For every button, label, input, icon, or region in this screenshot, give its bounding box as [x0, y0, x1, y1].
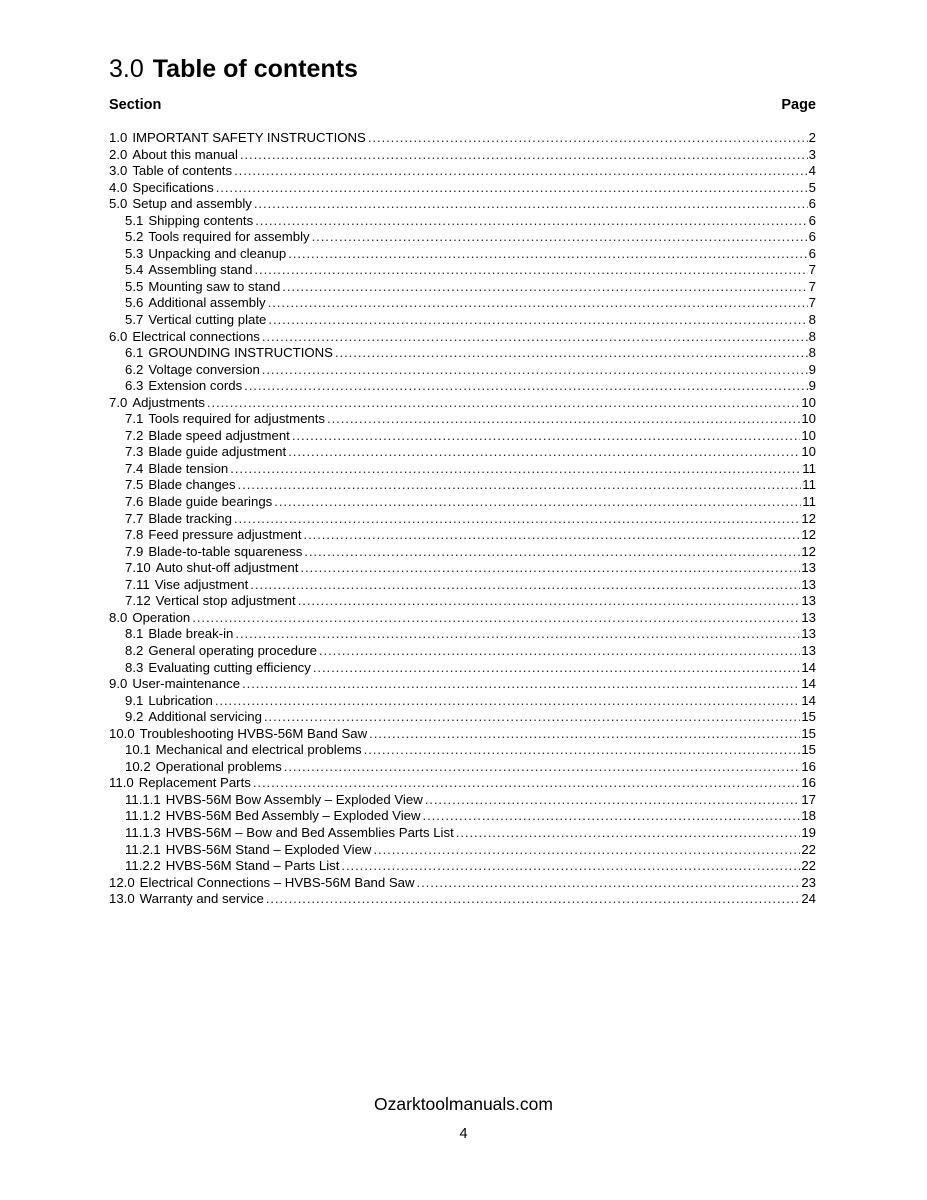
toc-entry-title	[125, 759, 282, 776]
toc-entry-label: Blade changes	[148, 477, 236, 493]
toc-entry-number: 2.0	[109, 146, 128, 162]
toc-entry[interactable]	[109, 279, 816, 296]
toc-entry-label: Extension cords	[148, 378, 243, 394]
toc-entry[interactable]	[109, 378, 816, 395]
dot-leader	[304, 527, 801, 544]
toc-entry-number: 10.1	[125, 742, 151, 758]
toc-entry-label: Troubleshooting HVBS-56M Band Saw	[139, 725, 368, 741]
toc-entry[interactable]	[109, 461, 816, 478]
dot-leader	[234, 163, 808, 180]
toc-entry-label: Feed pressure adjustment	[148, 527, 302, 543]
toc-entry-number: 5.2	[125, 229, 144, 245]
toc-entry-title	[125, 378, 242, 395]
toc-entry-title	[125, 229, 310, 246]
toc-entry-label: Operational problems	[155, 758, 282, 774]
toc-entry-page: 10	[801, 411, 816, 427]
toc-entry-page: 13	[801, 626, 816, 642]
toc-entry[interactable]	[109, 196, 816, 213]
toc-entry-page: 13	[801, 560, 816, 576]
toc-entry[interactable]	[109, 312, 816, 329]
footer-page-number: 4	[459, 1126, 468, 1142]
toc-entry-title	[125, 742, 362, 759]
toc-entry-number: 3.0	[109, 163, 128, 179]
dot-leader	[253, 775, 800, 792]
toc-entry-label: Evaluating cutting efficiency	[148, 659, 311, 675]
toc-entry-page: 13	[801, 576, 816, 592]
dot-leader	[238, 477, 802, 494]
toc-entry-title	[125, 842, 371, 859]
toc-entry-label: Mechanical and electrical problems	[155, 742, 362, 758]
dot-leader	[242, 676, 800, 693]
toc-entry-number: 7.10	[125, 560, 151, 576]
toc-entry[interactable]	[109, 742, 816, 759]
table-of-contents	[109, 130, 816, 908]
toc-entry[interactable]	[109, 891, 816, 908]
title-section-number: 3.0	[109, 55, 144, 83]
dot-leader	[262, 329, 808, 346]
toc-entry-title	[125, 858, 339, 875]
toc-entry-number: 5.7	[125, 312, 144, 328]
toc-entry-label: Blade break-in	[148, 626, 234, 642]
toc-entry[interactable]	[109, 626, 816, 643]
toc-entry[interactable]	[109, 494, 816, 511]
toc-entry-title	[125, 511, 232, 528]
dot-leader	[364, 742, 801, 759]
toc-entry-title	[125, 213, 253, 230]
toc-entry-number: 8.0	[109, 609, 128, 625]
toc-entry-number: 9.1	[125, 692, 144, 708]
toc-entry[interactable]	[109, 842, 816, 859]
toc-entry-title	[125, 792, 423, 809]
toc-entry-title	[125, 262, 252, 279]
toc-entry-label: HVBS-56M Bed Assembly – Exploded View	[165, 808, 421, 824]
toc-entry-page: 17	[801, 791, 816, 807]
toc-entry-number: 6.1	[125, 345, 144, 361]
dot-leader	[268, 295, 808, 312]
toc-entry-title	[125, 643, 317, 660]
toc-entry[interactable]	[109, 858, 816, 875]
toc-entry-label: HVBS-56M Stand – Parts List	[165, 858, 340, 874]
dot-leader	[423, 808, 801, 825]
toc-entry-number: 8.3	[125, 659, 144, 675]
dot-leader	[341, 858, 800, 875]
dot-leader	[250, 577, 800, 594]
toc-entry-label: Blade speed adjustment	[148, 427, 290, 443]
toc-entry-page: 6	[808, 212, 816, 228]
toc-entry-page: 6	[808, 229, 816, 245]
toc-entry-label: User-maintenance	[132, 676, 241, 692]
dot-leader	[335, 345, 808, 362]
toc-entry-page: 6	[808, 245, 816, 261]
dot-leader	[368, 130, 808, 147]
toc-entry[interactable]	[109, 511, 816, 528]
toc-entry-page: 13	[801, 642, 816, 658]
toc-entry-page: 22	[801, 841, 816, 857]
toc-entry-label: Electrical Connections – HVBS-56M Band Saw	[139, 874, 415, 890]
toc-entry-number: 13.0	[109, 891, 135, 907]
dot-leader	[425, 792, 801, 809]
toc-entry-page: 16	[801, 758, 816, 774]
toc-entry-number: 10.2	[125, 758, 151, 774]
toc-entry[interactable]	[109, 147, 816, 164]
toc-entry[interactable]	[109, 676, 816, 693]
toc-entry-number: 11.1.1	[125, 791, 161, 807]
toc-entry-page: 24	[801, 891, 816, 907]
dot-leader	[235, 626, 800, 643]
toc-entry[interactable]	[109, 660, 816, 677]
toc-entry[interactable]	[109, 395, 816, 412]
toc-entry[interactable]	[109, 875, 816, 892]
toc-entry-page: 15	[801, 709, 816, 725]
toc-entry-label: General operating procedure	[148, 642, 317, 658]
toc-entry-label: IMPORTANT SAFETY INSTRUCTIONS	[132, 130, 366, 145]
dot-leader	[192, 610, 800, 627]
toc-entry-number: 1.0	[109, 130, 128, 145]
dot-leader	[254, 196, 808, 213]
toc-entry[interactable]	[109, 527, 816, 544]
toc-entry-title	[109, 329, 260, 346]
toc-entry-number: 10.0	[109, 725, 135, 741]
toc-entry-label: HVBS-56M – Bow and Bed Assemblies Parts List	[165, 824, 454, 840]
dot-leader	[216, 180, 808, 197]
toc-entry-title	[109, 163, 232, 180]
toc-entry-number: 8.2	[125, 642, 144, 658]
toc-entry[interactable]	[109, 792, 816, 809]
dot-leader	[300, 560, 800, 577]
toc-entry-title	[109, 610, 190, 627]
toc-entry-number: 12.0	[109, 874, 135, 890]
dot-leader	[327, 411, 800, 428]
toc-entry-title	[125, 411, 325, 428]
toc-entry-label: HVBS-56M Bow Assembly – Exploded View	[165, 791, 423, 807]
dot-leader	[456, 825, 801, 842]
toc-entry-title	[125, 461, 228, 478]
toc-entry-page: 14	[801, 676, 816, 692]
toc-entry-page: 9	[808, 361, 816, 377]
toc-entry-title	[125, 362, 260, 379]
toc-entry[interactable]	[109, 577, 816, 594]
toc-entry-title	[109, 775, 251, 792]
toc-entry-title	[109, 875, 415, 892]
toc-entry-page: 8	[808, 328, 816, 344]
toc-entry-label: Setup and assembly	[132, 196, 252, 212]
dot-leader	[373, 842, 800, 859]
toc-entry-number: 7.6	[125, 494, 144, 510]
toc-entry-title	[125, 246, 286, 263]
dot-leader	[288, 246, 807, 263]
toc-entry[interactable]	[109, 610, 816, 627]
dot-leader	[240, 147, 808, 164]
toc-entry-page: 22	[801, 858, 816, 874]
toc-entry-number: 7.2	[125, 427, 144, 443]
toc-entry[interactable]	[109, 163, 816, 180]
toc-entry[interactable]	[109, 180, 816, 197]
toc-entry[interactable]	[109, 759, 816, 776]
toc-entry[interactable]	[109, 362, 816, 379]
toc-entry-number: 5.0	[109, 196, 128, 212]
toc-entry-label: Tools required for adjustments	[148, 411, 325, 427]
dot-leader	[262, 362, 808, 379]
toc-entry[interactable]	[109, 560, 816, 577]
toc-entry[interactable]	[109, 444, 816, 461]
toc-entry[interactable]	[109, 246, 816, 263]
toc-entry-title	[109, 180, 214, 197]
toc-entry-page: 8	[808, 345, 816, 361]
toc-entry-label: Auto shut-off adjustment	[155, 560, 299, 576]
toc-entry-title	[125, 428, 290, 445]
toc-entry-page: 10	[801, 394, 816, 410]
toc-entry-number: 6.3	[125, 378, 144, 394]
toc-entry-page: 7	[808, 295, 816, 311]
toc-entry-page: 12	[801, 543, 816, 559]
dot-leader	[313, 660, 800, 677]
toc-entry-title	[125, 709, 262, 726]
toc-entry[interactable]	[109, 130, 816, 147]
toc-entry-page: 5	[808, 179, 816, 195]
dot-leader	[417, 875, 801, 892]
dot-leader	[234, 511, 800, 528]
toc-entry-label: Voltage conversion	[148, 361, 260, 377]
toc-entry-label: Additional servicing	[148, 709, 262, 725]
dot-leader	[312, 229, 808, 246]
toc-entry-title	[125, 295, 266, 312]
toc-entry-number: 7.9	[125, 543, 144, 559]
toc-entry-page: 8	[808, 312, 816, 328]
toc-entry-number: 5.5	[125, 278, 144, 294]
toc-entry-number: 8.1	[125, 626, 144, 642]
toc-entry-label: Tools required for assembly	[148, 229, 310, 245]
toc-entry-page: 15	[801, 742, 816, 758]
toc-entry-number: 7.8	[125, 527, 144, 543]
toc-entry-page: 11	[802, 477, 816, 493]
toc-entry-page: 14	[801, 659, 816, 675]
dot-leader	[255, 213, 807, 230]
toc-entry-number: 5.6	[125, 295, 144, 311]
toc-entry-number: 11.1.3	[125, 824, 161, 840]
toc-entry-page: 19	[801, 824, 816, 840]
toc-entry-number: 4.0	[109, 179, 128, 195]
toc-entry[interactable]	[109, 808, 816, 825]
toc-entry-number: 7.7	[125, 510, 144, 526]
toc-entry-label: Mounting saw to stand	[148, 278, 281, 294]
toc-entry-title	[109, 676, 240, 693]
toc-entry-label: HVBS-56M Stand – Exploded View	[165, 841, 372, 857]
toc-entry-page: 16	[801, 775, 816, 791]
toc-entry-title	[125, 660, 311, 677]
toc-entry-page: 12	[801, 510, 816, 526]
toc-entry-page: 13	[801, 609, 816, 625]
footer-website: Ozarktoolmanuals.com	[374, 1094, 553, 1114]
toc-entry-number: 9.0	[109, 676, 128, 692]
toc-entry[interactable]	[109, 345, 816, 362]
toc-entry[interactable]	[109, 775, 816, 792]
toc-entry-page: 13	[801, 593, 816, 609]
dot-leader	[244, 378, 807, 395]
toc-entry[interactable]	[109, 643, 816, 660]
toc-entry-label: Adjustments	[132, 394, 205, 410]
toc-entry-page: 12	[801, 527, 816, 543]
toc-entry-label: GROUNDING INSTRUCTIONS	[148, 345, 333, 361]
toc-entry-label: Table of contents	[132, 163, 233, 179]
toc-entry-page: 23	[801, 874, 816, 890]
toc-entry-page: 15	[801, 725, 816, 741]
toc-entry-label: Assembling stand	[148, 262, 253, 278]
toc-entry-title	[125, 544, 302, 561]
toc-entry-label: Replacement Parts	[138, 775, 251, 791]
dot-leader	[254, 262, 807, 279]
toc-entry-title	[125, 577, 248, 594]
toc-entry-number: 5.1	[125, 212, 144, 228]
toc-entry-number: 5.3	[125, 245, 144, 261]
toc-entry-number: 6.2	[125, 361, 144, 377]
toc-entry[interactable]	[109, 477, 816, 494]
toc-entry-number: 7.11	[125, 576, 150, 592]
toc-entry-page: 4	[808, 163, 816, 179]
toc-entry-title	[125, 345, 333, 362]
toc-entry-page: 7	[808, 278, 816, 294]
toc-entry-label: Blade-to-table squareness	[148, 543, 303, 559]
toc-entry-label: Additional assembly	[148, 295, 266, 311]
title-text: Table of contents	[152, 55, 358, 83]
toc-entry-label: Blade guide adjustment	[148, 444, 287, 460]
toc-entry-label: Electrical connections	[132, 328, 260, 344]
toc-entry[interactable]	[109, 213, 816, 230]
toc-entry-title	[109, 726, 367, 743]
toc-entry-number: 7.3	[125, 444, 144, 460]
dot-leader	[264, 709, 800, 726]
toc-entry-page: 18	[801, 808, 816, 824]
toc-entry-page: 3	[808, 146, 816, 162]
toc-entry-title	[125, 312, 266, 329]
toc-entry[interactable]	[109, 825, 816, 842]
toc-entry-number: 7.5	[125, 477, 144, 493]
toc-entry-title	[109, 130, 366, 147]
toc-entry-label: Vise adjustment	[154, 576, 249, 592]
dot-leader	[298, 593, 801, 610]
toc-entry-page: 11	[802, 494, 816, 510]
dot-leader	[266, 891, 801, 908]
toc-entry-title	[109, 395, 205, 412]
toc-entry-title	[125, 494, 272, 511]
toc-entry-label: Blade guide bearings	[148, 494, 273, 510]
toc-entry-page: 6	[808, 196, 816, 212]
toc-entry-label: Vertical cutting plate	[148, 312, 267, 328]
toc-entry-number: 11.2.1	[125, 841, 161, 857]
toc-entry-number: 7.0	[109, 394, 128, 410]
page-column-header: Page	[781, 97, 816, 113]
toc-entry-title	[109, 891, 264, 908]
toc-entry[interactable]	[109, 262, 816, 279]
dot-leader	[230, 461, 801, 478]
dot-leader	[268, 312, 807, 329]
dot-leader	[369, 726, 800, 743]
toc-entry-page: 2	[808, 130, 816, 145]
toc-entry[interactable]	[109, 726, 816, 743]
toc-entry-page: 9	[808, 378, 816, 394]
dot-leader	[282, 279, 807, 296]
toc-entry[interactable]	[109, 709, 816, 726]
dot-leader	[284, 759, 801, 776]
toc-entry-number: 11.2.2	[125, 858, 161, 874]
dot-leader	[207, 395, 800, 412]
toc-entry-title	[125, 626, 233, 643]
toc-entry[interactable]	[109, 329, 816, 346]
toc-entry[interactable]	[109, 411, 816, 428]
toc-entry-number: 7.4	[125, 460, 144, 476]
toc-entry-label: Warranty and service	[139, 891, 264, 907]
toc-entry[interactable]	[109, 428, 816, 445]
toc-entry-page: 10	[801, 444, 816, 460]
toc-entry-title	[109, 147, 238, 164]
toc-entry-title	[109, 196, 252, 213]
toc-entry-title	[125, 825, 454, 842]
toc-entry-label: Specifications	[132, 179, 214, 195]
toc-entry-number: 5.4	[125, 262, 144, 278]
toc-entry-number: 9.2	[125, 709, 144, 725]
toc-entry-page: 11	[802, 460, 816, 476]
toc-entry-page: 10	[801, 427, 816, 443]
toc-entry-label: Blade tension	[148, 460, 229, 476]
section-column-header: Section	[109, 97, 162, 113]
toc-entry[interactable]	[109, 693, 816, 710]
toc-entry-label: Unpacking and cleanup	[148, 245, 287, 261]
toc-entry-number: 7.12	[125, 593, 151, 609]
toc-entry[interactable]	[109, 229, 816, 246]
toc-entry-title	[125, 527, 302, 544]
dot-leader	[215, 693, 800, 710]
toc-entry-page: 7	[808, 262, 816, 278]
toc-entry-label: About this manual	[132, 146, 238, 162]
toc-entry-number: 11.0	[109, 775, 134, 791]
toc-entry[interactable]	[109, 544, 816, 561]
toc-entry-title	[125, 477, 236, 494]
toc-entry-label: Lubrication	[148, 692, 213, 708]
toc-entry-label: Shipping contents	[148, 212, 254, 228]
toc-entry-number: 7.1	[125, 411, 144, 427]
toc-entry-title	[125, 279, 280, 296]
dot-leader	[319, 643, 800, 660]
toc-entry-title	[125, 560, 298, 577]
toc-entry-page: 14	[801, 692, 816, 708]
page-title	[109, 52, 358, 86]
toc-entry-title	[125, 444, 286, 461]
toc-entry-title	[125, 808, 421, 825]
toc-entry-number: 11.1.2	[125, 808, 161, 824]
dot-leader	[274, 494, 801, 511]
toc-entry-title	[125, 693, 213, 710]
toc-entry-title	[125, 593, 296, 610]
toc-entry-label: Operation	[132, 609, 191, 625]
toc-entry-label: Blade tracking	[148, 510, 232, 526]
dot-leader	[304, 544, 800, 561]
toc-entry[interactable]	[109, 593, 816, 610]
dot-leader	[292, 428, 800, 445]
dot-leader	[288, 444, 800, 461]
toc-entry-label: Vertical stop adjustment	[155, 593, 296, 609]
toc-entry[interactable]	[109, 295, 816, 312]
toc-entry-number: 6.0	[109, 328, 128, 344]
